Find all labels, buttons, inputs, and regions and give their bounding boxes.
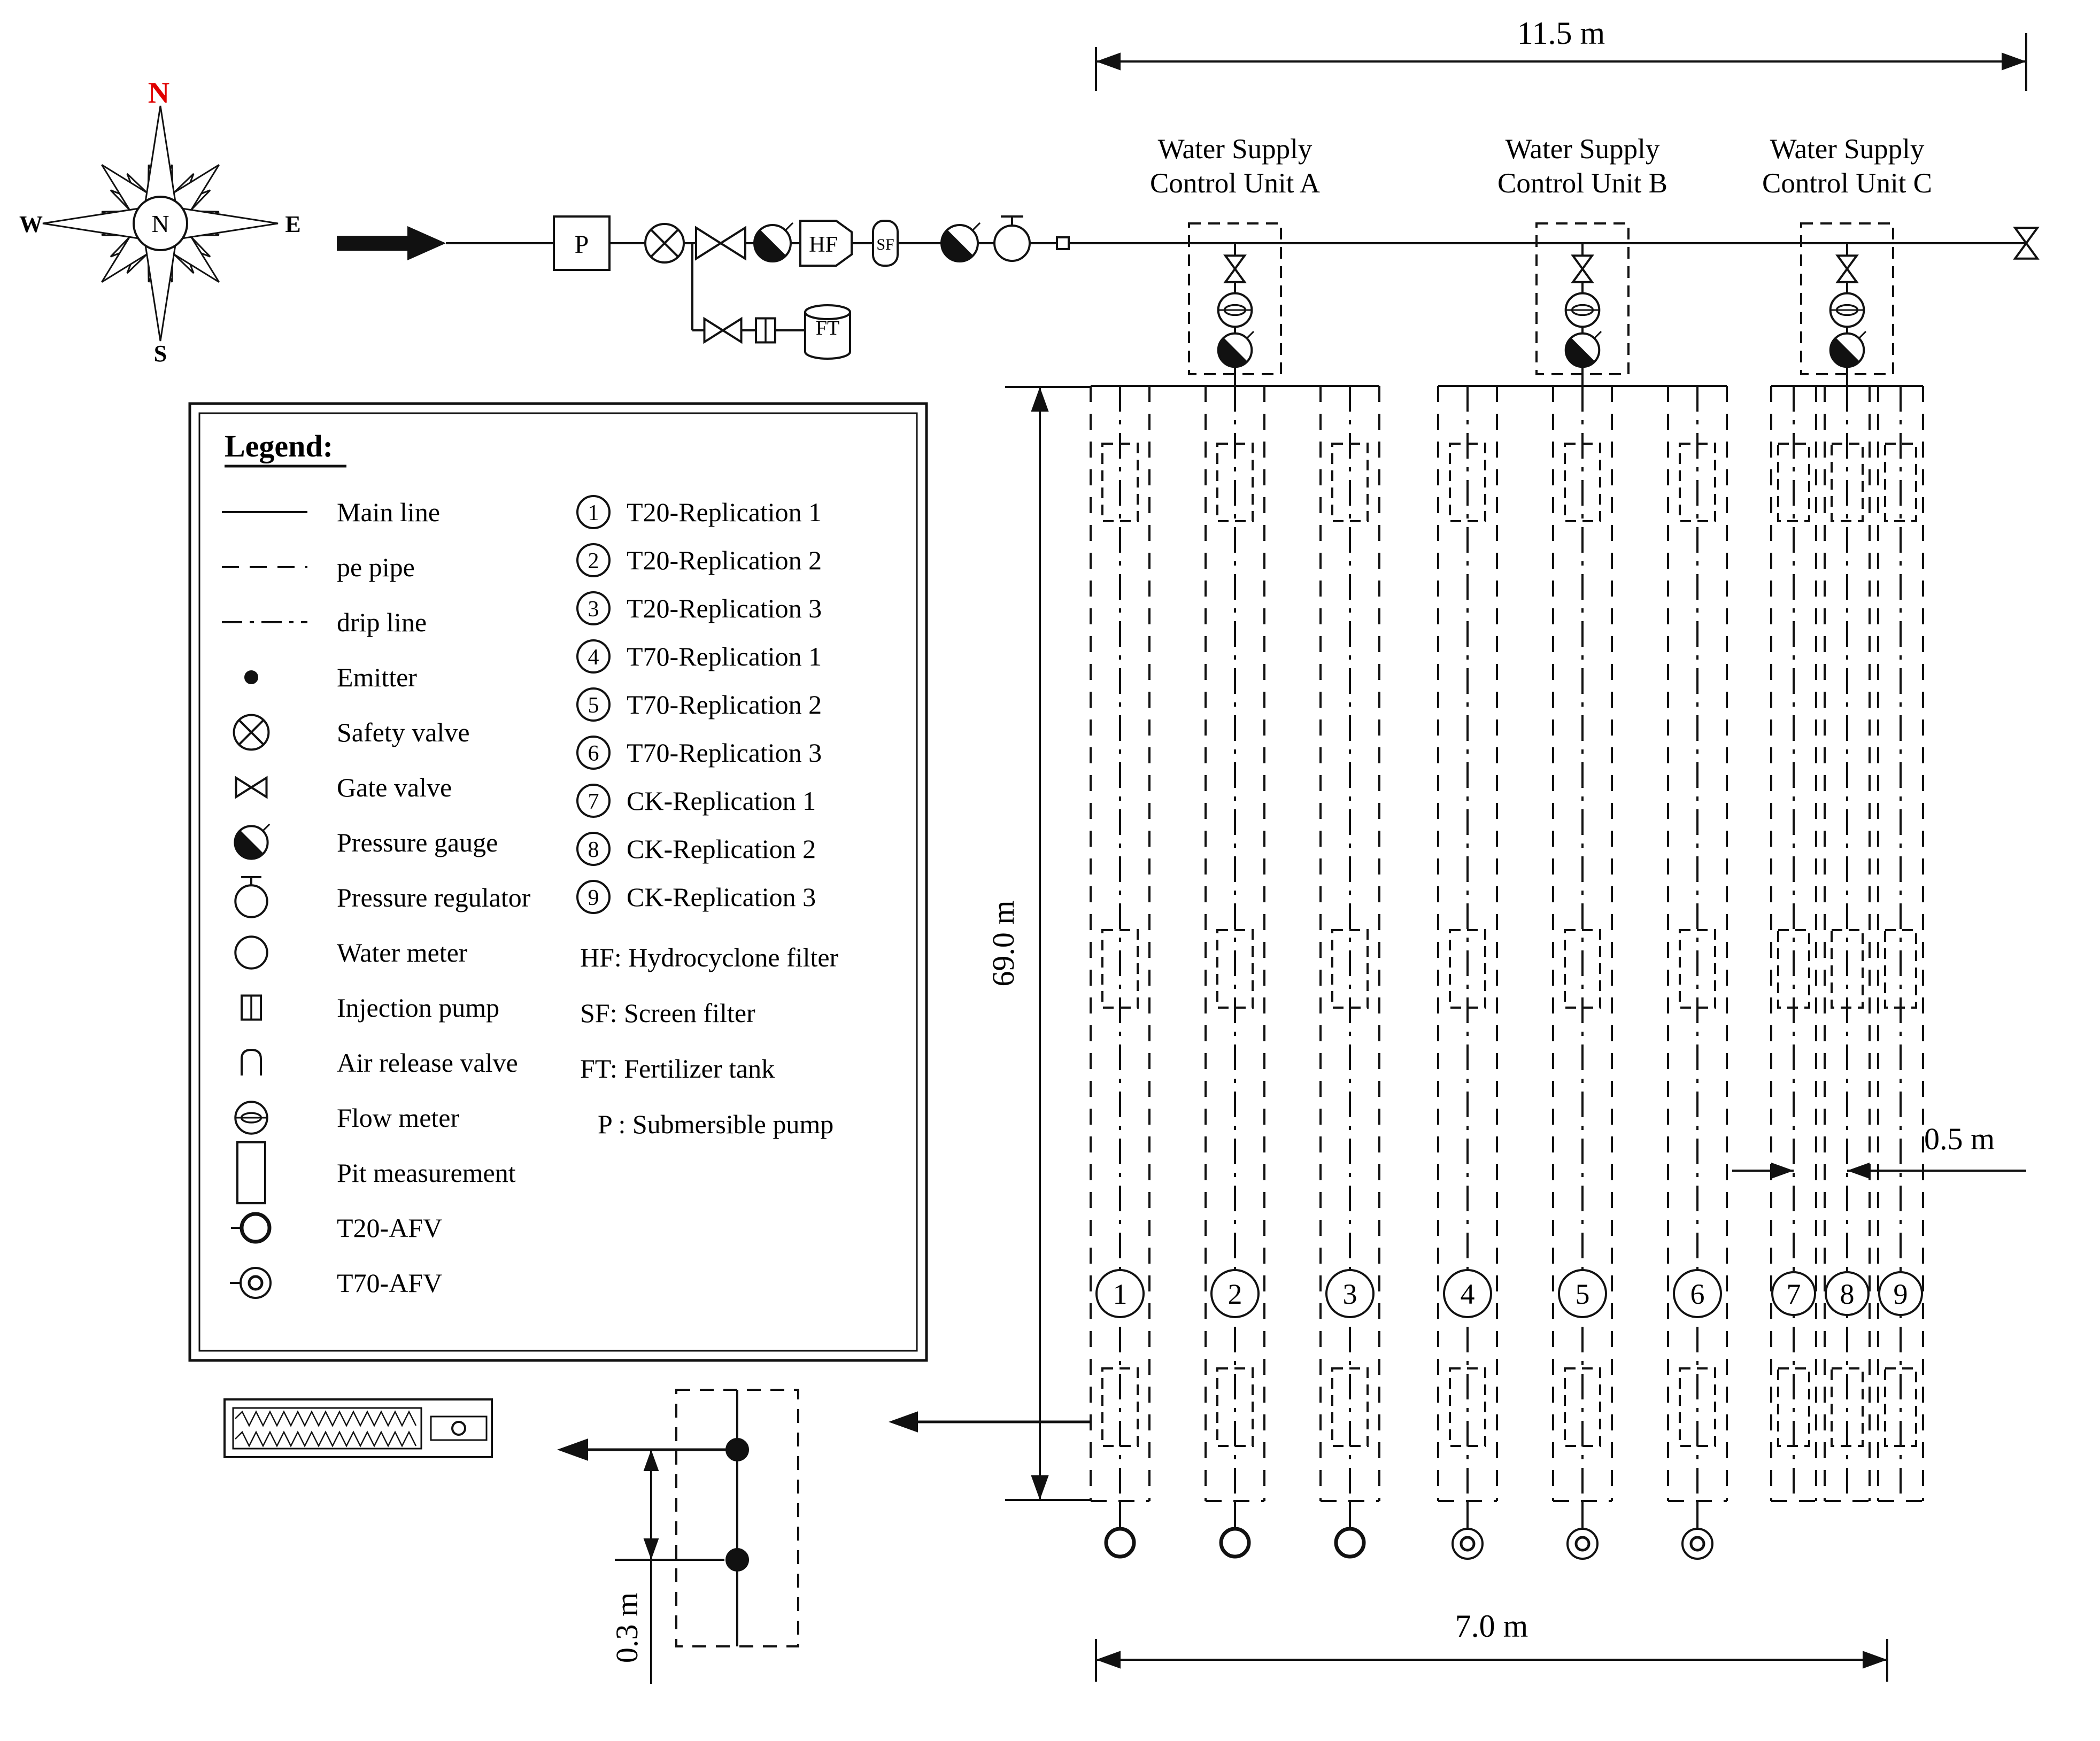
replication-number: 3: [588, 597, 599, 622]
replication-label: T70-Replication 1: [627, 641, 822, 671]
legend-abbrev-ft: FT: Fertilizer tank: [580, 1054, 775, 1084]
gate-valve-icon: [1838, 256, 1857, 269]
arrowhead: [1863, 1651, 1887, 1668]
gate-valve-icon: [723, 319, 742, 342]
legend-replication-9: [577, 881, 816, 913]
replication-number: 7: [588, 790, 599, 814]
legend-label: Water meter: [337, 938, 468, 968]
hatch-pattern: [235, 1412, 416, 1426]
t20-afv-icon: [242, 1214, 269, 1242]
legend-item-main-line: [222, 497, 440, 527]
gate-valve-icon: [1225, 269, 1245, 282]
hatch-pattern: [235, 1432, 416, 1446]
plot-number: 9: [1893, 1278, 1908, 1310]
emitter-icon: [245, 671, 257, 683]
t20-afv-icon: [1336, 1529, 1364, 1557]
field-line-5: [1553, 386, 1612, 1559]
field-line-3: [1321, 386, 1379, 1557]
replication-number: 2: [588, 549, 599, 574]
circle: [249, 1276, 262, 1289]
legend-replication-8: [577, 833, 816, 865]
arrowhead: [1031, 1475, 1048, 1500]
legend-item-t20-afv: [231, 1213, 442, 1243]
legend-label: Pit measurement: [337, 1158, 516, 1188]
gate-valve-icon: [1573, 269, 1592, 282]
t70-afv-icon: [1691, 1537, 1704, 1550]
connector-icon: [1057, 237, 1069, 249]
arrowhead: [1847, 1163, 1870, 1179]
legend-item-drip-line: [222, 607, 427, 637]
legend-label: T20-AFV: [337, 1213, 443, 1243]
replication-number: 4: [588, 645, 599, 670]
legend-abbrev-hf: HF: Hydrocyclone filter: [580, 942, 839, 972]
legend-label: Gate valve: [337, 772, 452, 802]
field-line-2: [1206, 386, 1264, 1557]
legend-replication-1: [577, 496, 822, 528]
arrowhead: [1031, 387, 1048, 412]
legend-item-water-meter: [235, 937, 467, 968]
legend-label: Emitter: [337, 662, 417, 692]
replication-label: T20-Replication 1: [627, 497, 822, 527]
compass-east-label: E: [285, 211, 301, 237]
dim-height-label: 69.0 m: [986, 900, 1021, 987]
water-meter-icon: [235, 937, 267, 968]
legend-replication-4: [577, 640, 822, 672]
field-line-8: [1825, 386, 1870, 1501]
legend-abbrev-sf: SF: Screen filter: [580, 998, 755, 1028]
hydrocyclone-filter-label: HF: [809, 233, 838, 257]
control-unit-b: [1537, 223, 1628, 386]
legend-title: Legend:: [225, 429, 333, 463]
replication-label: T20-Replication 3: [627, 593, 822, 623]
legend-label: T70-AFV: [337, 1268, 443, 1298]
field-line-6: [1668, 386, 1727, 1559]
control-unit-c: [1801, 223, 1893, 386]
field-line-9: [1878, 386, 1923, 1501]
t20-afv-icon: [1106, 1529, 1134, 1557]
replication-label: CK-Replication 1: [627, 786, 816, 816]
arrowhead: [644, 1450, 659, 1471]
plot-number: 4: [1460, 1278, 1475, 1310]
legend-item-gate-valve: [236, 772, 452, 802]
line: [263, 824, 270, 831]
plot-number: 2: [1227, 1278, 1242, 1310]
gate-valve-icon: [2015, 228, 2037, 243]
legend-item-injection-pump: [242, 993, 499, 1023]
legend-replication-5: [577, 688, 822, 721]
replication-label: T20-Replication 2: [627, 545, 822, 575]
legend-item-safety-valve: [234, 715, 470, 750]
arrowhead: [2002, 52, 2026, 70]
arrowhead: [557, 1438, 588, 1461]
pressure-regulator-icon: [994, 226, 1030, 261]
plot-number: 7: [1786, 1278, 1801, 1310]
gate-valve-icon: [251, 778, 267, 797]
main-line-assembly: [337, 216, 2037, 270]
legend-item-pit-measurement: [237, 1142, 516, 1203]
compass-south-label: S: [153, 341, 167, 367]
arrowhead: [1771, 1163, 1794, 1179]
screen-filter-label: SF: [876, 236, 894, 253]
arrowhead: [1096, 52, 1121, 70]
replication-number: 6: [588, 741, 599, 766]
plot-number: 6: [1690, 1278, 1705, 1310]
pump-label: P: [574, 230, 589, 259]
replication-number: 5: [588, 693, 599, 718]
gate-valve-icon: [1225, 256, 1245, 269]
flow-direction-arrow: [337, 226, 446, 260]
control-unit-a-label-2: Control Unit A: [1149, 168, 1321, 199]
gate-valve-icon: [721, 228, 745, 259]
gate-valve-icon: [1573, 256, 1592, 269]
t70-afv-icon: [1461, 1537, 1474, 1550]
legend-item-t70-afv: [230, 1268, 442, 1298]
dim-bottom-label: 7.0 m: [1455, 1608, 1528, 1644]
diagram-art: [43, 33, 2037, 1684]
gate-valve-icon: [2015, 243, 2037, 259]
control-unit-a-label-1: Water Supply: [1157, 134, 1312, 165]
legend-label: Main line: [337, 497, 441, 527]
control-unit-c-label-1: Water Supply: [1770, 134, 1925, 165]
t70-afv-icon: [1576, 1537, 1589, 1550]
fertilizer-tank-label: FT: [815, 317, 840, 339]
compass-west-label: W: [19, 211, 43, 237]
legend-label: drip line: [337, 607, 427, 637]
outlet-icon: [452, 1422, 465, 1435]
replication-number: 1: [588, 501, 599, 525]
legend-item-pressure-regulator: [235, 877, 530, 917]
field-line-4: [1438, 386, 1497, 1559]
arrowhead: [1096, 1651, 1121, 1668]
legend-label: Pressure gauge: [337, 827, 498, 857]
legend-replication-3: [577, 592, 822, 624]
gate-valve-icon: [705, 319, 723, 342]
control-unit-c-label-2: Control Unit C: [1762, 168, 1933, 199]
legend-box: [190, 404, 927, 1360]
legend-item-flow-meter: [235, 1102, 459, 1133]
legend-replication-6: [577, 737, 822, 769]
replication-label: T70-Replication 3: [627, 738, 822, 768]
plot-number: 8: [1840, 1278, 1855, 1310]
replication-number: 8: [588, 838, 599, 862]
dripper-cross-section: [225, 1399, 492, 1457]
dim-row-spacing-label: 0.5 m: [1924, 1121, 1995, 1156]
pit-measurement-icon: [237, 1142, 265, 1203]
diagram-labels: [19, 16, 1995, 1663]
line: [1859, 331, 1866, 338]
legend-item-pressure-gauge: [235, 824, 498, 859]
legend-label: Pressure regulator: [337, 883, 531, 912]
arrowhead: [644, 1538, 659, 1560]
legend-item-emitter: [245, 662, 417, 692]
emitter-icon: [727, 1439, 748, 1460]
plot-number: 1: [1113, 1278, 1128, 1310]
legend-label: Injection pump: [337, 993, 500, 1023]
legend-label: pe pipe: [337, 552, 415, 582]
control-unit-b-label-1: Water Supply: [1505, 134, 1660, 165]
line: [785, 223, 793, 230]
legend-replication-7: [577, 785, 816, 817]
legend-abbrev-p: P : Submersible pump: [598, 1109, 834, 1139]
plot-number: 3: [1342, 1278, 1357, 1310]
air-release-valve-icon: [242, 1050, 261, 1075]
gate-valve-icon: [236, 778, 252, 797]
gate-valve-icon: [1838, 269, 1857, 282]
legend-replication-2: [577, 544, 822, 576]
replication-label: CK-Replication 2: [627, 834, 816, 864]
replication-label: CK-Replication 3: [627, 882, 816, 912]
path: [805, 352, 850, 359]
compass-north-label: N: [148, 76, 170, 110]
compass-center-label: N: [151, 210, 169, 237]
pressure-regulator-icon: [235, 885, 267, 917]
arrowhead: [889, 1411, 918, 1433]
legend-label: Flow meter: [337, 1103, 460, 1133]
replication-label: T70-Replication 2: [627, 690, 822, 719]
legend-item-air-release-valve: [242, 1048, 518, 1078]
line: [1594, 331, 1601, 338]
t20-afv-icon: [1221, 1529, 1249, 1557]
gate-valve-icon: [696, 228, 721, 259]
legend-label: Air release valve: [337, 1048, 518, 1078]
emitter-icon: [727, 1549, 748, 1570]
control-unit-a: [1189, 223, 1281, 386]
dim-top-label: 11.5 m: [1517, 16, 1605, 51]
line: [972, 223, 980, 230]
legend-label: Safety valve: [337, 717, 470, 747]
control-unit-b-label-2: Control Unit B: [1497, 168, 1668, 199]
replication-number: 9: [588, 886, 599, 910]
plot-number: 5: [1575, 1278, 1590, 1310]
legend-item-pe-pipe: [222, 552, 415, 582]
line: [1247, 331, 1254, 338]
field-line-1: [1091, 386, 1149, 1557]
dim-emitter-spacing-label: 0.3 m: [609, 1592, 644, 1663]
field-line-7: [1771, 386, 1816, 1501]
